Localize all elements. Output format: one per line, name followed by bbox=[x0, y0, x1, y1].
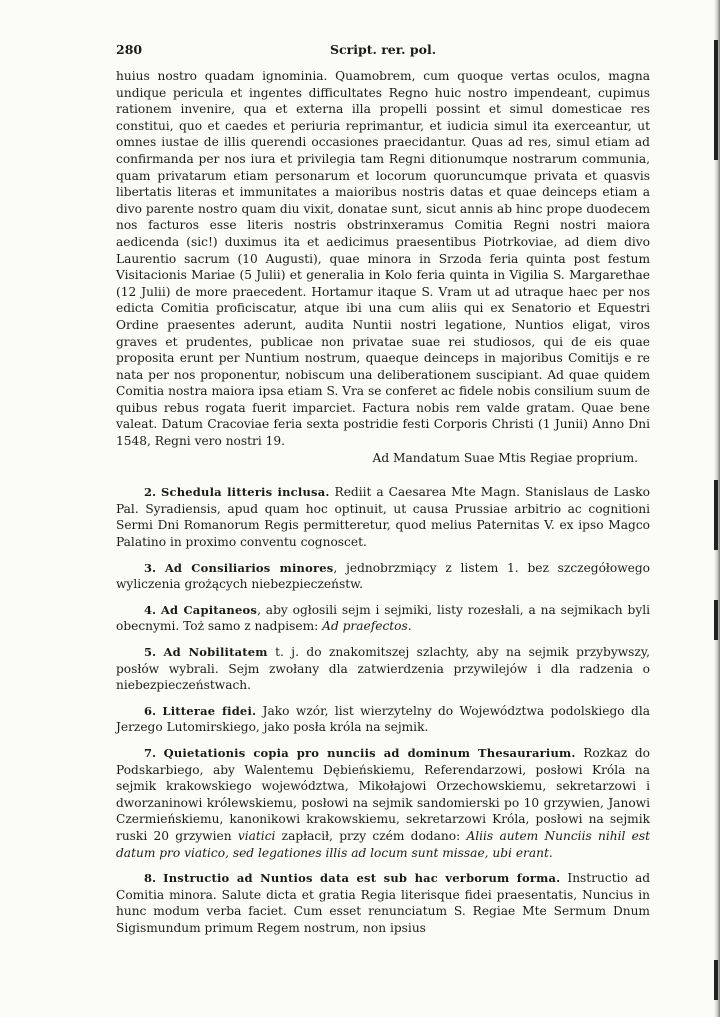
item-text: , aby ogłosili sejm i sejmiki, listy rozesłali, a na sejmikach byli obecnymi. Toż samo z nadpisem: bbox=[116, 602, 651, 634]
item-number: 7. bbox=[144, 745, 157, 760]
item-6 bbox=[116, 703, 650, 736]
item-heading: Litterae fidei. bbox=[162, 703, 257, 718]
item-number: 3. bbox=[144, 560, 157, 575]
item-text: Instructio ad Comitia minora. Salute dicta et gratia Regia literisque fidei praesentatis, Nuncius in hunc modum verba faciet. Cum esset renunciatum S. Regiae Mte Sermum Dnum Sigismundum primum Regem nostrum, non ipsius bbox=[116, 871, 651, 935]
item-7 bbox=[116, 745, 650, 861]
item-number: 6. bbox=[144, 703, 157, 718]
item-italic: viatici bbox=[237, 828, 276, 843]
item-text: Jako wzór, list wierzytelny do Województwa podolskiego dla Jerzego Lutomirskiego, jako posła króla na sejmik. bbox=[116, 703, 650, 735]
item-3 bbox=[116, 560, 650, 593]
item-italic: Ad praefectos. bbox=[322, 619, 412, 634]
item-2 bbox=[116, 484, 650, 550]
item-heading: Ad Nobilitatem bbox=[163, 645, 268, 659]
item-number: 4. bbox=[144, 602, 157, 617]
item-heading: Quietationis copia pro nunciis ad dominum Thesaurarium. bbox=[163, 745, 576, 760]
scan-edge-mark bbox=[714, 40, 718, 160]
letter-signature: Ad Mandatum Suae Mtis Regiae proprium. bbox=[372, 450, 638, 465]
item-heading: Ad Consiliarios minores bbox=[164, 560, 334, 575]
item-text: Rozkaz do Podskarbiego, aby Walentemu Dębieńskiemu, Referendarzowi, posłowi Króla na sejmik krakowskiego województwa, Mikołajowi Orzechowskiemu, sekretarzowi i dworzaninowi królewskiemu, posłowi na sejmik sandomierski po 10 grzywien, Janowi Czermieńskiemu, kanonikowi krakowskiemu, sekretarzowi Króla, posłowi na sejmik ruski 20 grzywien bbox=[116, 745, 650, 843]
item-number: 8. bbox=[144, 871, 157, 886]
letter-body: huius nostro quadam ignominia. Quamobrem, cum quoque vertas oculos, magna undique pericula et ingentes difficultates Regno huic nostro impendeant, cupimus rationem invenire, qua et externa illa propelli possint et simul domesticae res constitui, quo et caedes et periuria reprimantur, et iudicia simul ita exerceantur, ut omnes iustae de illis querendi occasiones praecidantur. Quas ad res, simul etiam ad confirmanda per nos iura et privilegia tam Regni ditionumque nostrarum communia, quam privatarum etiam personarum et locorum quoruncumque privata et quasvis libertatis literas et immunitates a maioribus nostris datas et quae deinceps etiam a divo parente nostro quam diu vixit, donatae sunt, sicut annis ab hinc prope duodecem nos facturos esse literis nostris obstrinxeramus Comitia Regni nostri maiora aedicenda (sic!) duximus ita et aedicimus praesentibus Piotrkoviae, ad diem divo Laurentio sacrum (10 Augusti), quae minora in Srzoda feria quinta post festum Visitacionis Mariae (5 Julii) et generalia in Kolo feria quinta in Vigilia S. Margarethae (12 Julii) de more praecedent. Hortamur itaque S. Vram ut ad utraque haec per nos edicta Comitia proficiscatur, atque ibi una cum aliis qui ex Senatorio et Equestri Ordine praesentes aderunt, audita Nuntii nostri legatione, Nuntios eligat, viros graves et prudentes, publicae non privatae suae rei studiosos, qui de eis quae proposita erunt per Nuntium nostrum, quaeque deinceps in majoribus Comitijs e re nata per nos proponentur, nobiscum una deliberationem suscipiant. Ad quae quidem Comitia nostra maiora ipsa etiam S. Vra se conferet ac fidele nobis consilium suum de quibus rebus rogata fuerit imparciet. Factura nobis rem valde gratam. Quae bene valeat. Datum Cracoviae feria sexta postridie festi Corporis Christi (1 Junii) Anno Dni 1548, Regni vero nostri 19. bbox=[116, 69, 650, 449]
item-number: 2. bbox=[144, 485, 157, 500]
scan-edge-mark bbox=[714, 960, 718, 1000]
document-page bbox=[116, 42, 650, 946]
item-text: , jednobrzmiący z listem 1. bez szczegółowego wyliczenia grożących niebezpieczeństw. bbox=[116, 560, 651, 592]
item-italic-2: Aliis autem Nunciis nihil est datum pro viatico, sed legationes illis ad locum sunt missae, ubi erant. bbox=[116, 828, 651, 860]
item-8 bbox=[116, 870, 650, 936]
scan-edge-mark bbox=[714, 480, 718, 550]
running-head bbox=[116, 42, 650, 68]
item-number: 5. bbox=[144, 645, 157, 659]
scan-edge-mark bbox=[714, 600, 718, 640]
item-heading: Instructio ad Nuntios data est sub hac verborum forma. bbox=[163, 871, 561, 886]
item-heading: Ad Capitaneos bbox=[160, 602, 258, 617]
page-number: 280 bbox=[116, 42, 143, 57]
item-text: Rediit a Caesarea Mte Magn. Stanislaus de Lasko Pal. Syradiensis, apud quam hoc optinuit, ut causa Prussiae arbitrio ac cognitioni Sermi Dni Romanorum Regis permitteretur, quod melius Paternitas V. ex ipso Magco Palatino in proximo conventu cognoscet. bbox=[116, 485, 651, 550]
item-text: t. j. do znakomitszej szlachty, aby na sejmik przybywszy, posłów wybrali. Sejm zwołany dla zatwierdzenia przywilejów i dla radzenia o niebezpieczeństwach. bbox=[116, 645, 650, 693]
item-text-2: zapłacił, przy czém dodano: bbox=[275, 828, 467, 843]
running-title: Script. rer. pol. bbox=[330, 42, 437, 57]
item-4 bbox=[116, 602, 650, 635]
item-5 bbox=[116, 644, 650, 694]
item-heading: Schedula litteris inclusa. bbox=[160, 485, 330, 500]
